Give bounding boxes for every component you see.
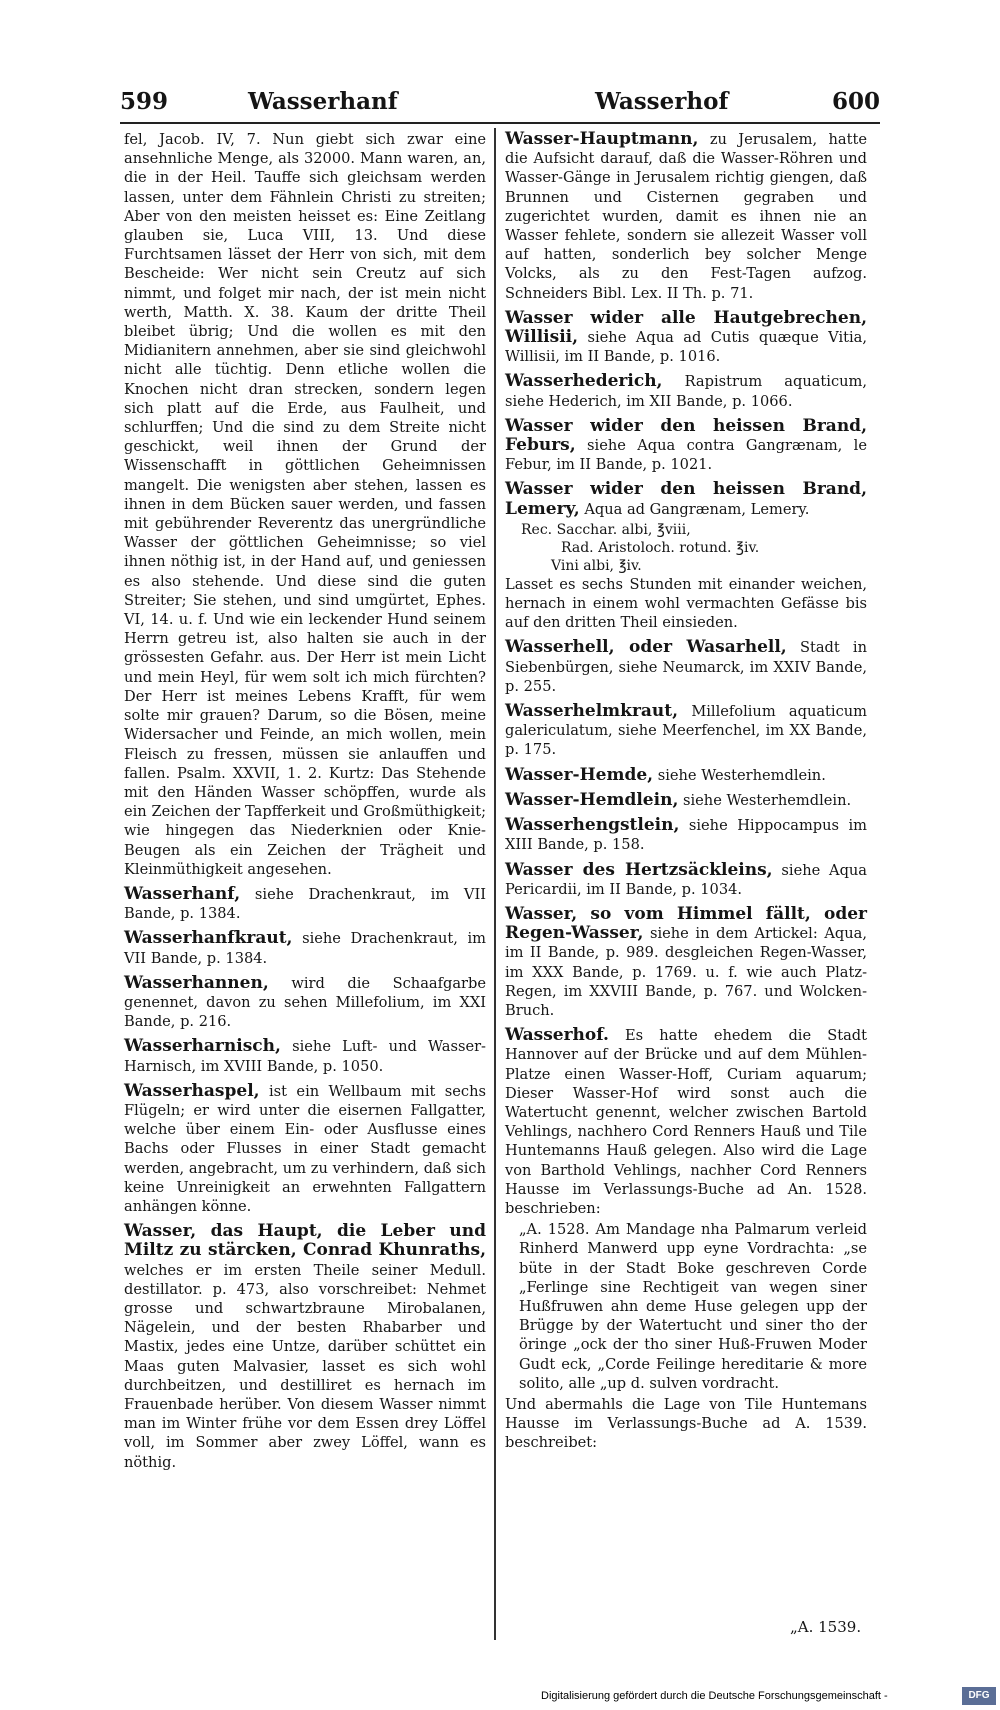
entry-headword: Wasserhederich, (505, 371, 663, 392)
entry-wasserhelmkraut (505, 702, 867, 760)
entry-headword: Wasserhof. (505, 1025, 609, 1046)
entry-headword: Wasser wider alle Hautgebrechen, Willisii, (505, 307, 867, 348)
digitization-footer (541, 1686, 996, 1708)
entry-text: Millefolium aquaticum galericulatum, siehe Meerfenchel, im XX Bande, p. 175. (505, 703, 867, 759)
entry-wasserhanfkraut (124, 929, 486, 967)
entry-text: siehe Aqua Pericardii, im II Bande, p. 1034. (505, 861, 868, 898)
entry-wasserhanf (124, 885, 486, 923)
entry-headword: Wasser des Hertzsäckleins, (505, 859, 773, 880)
entry-text: siehe Westerhemdlein. (683, 791, 852, 809)
continuation-paragraph: Und abermahls die Lage von Tile Huntemans Hausse im Verlassungs-Buche ad A. 1539. beschreibet: (505, 1395, 867, 1452)
entry-headword: Wasser-Hemde, (505, 764, 654, 785)
left-running-title: Wasserhanf (248, 88, 398, 115)
entry-text: Aqua ad Gangrænam, Lemery. (584, 500, 810, 518)
entry-hautgebrechen (505, 309, 867, 367)
entry-headword: Wasserhanf, (124, 883, 241, 904)
entry-wasser-hauptmann (505, 130, 867, 303)
entry-headword: Wasserhaspel, (124, 1080, 260, 1101)
entry-brand-feburs (505, 417, 867, 475)
entry-text: ist ein Wellbaum mit sechs Flügeln; er wird unter die eisernen Fallgatter, welche über einem Ein- oder Ausflusse eines Bachs oder Flusses in einer Stadt gemacht werden, angebracht, um zu verhindern, daß sich keine Unreinigkeit an erwehnten Fallgattern anhängen könne. (124, 1082, 486, 1215)
entry-wasserhederich (505, 372, 867, 410)
recipe-line: Rad. Aristoloch. rotund. ℥iv. (561, 539, 760, 556)
entry-headword: Wasser-Hauptmann, (505, 129, 699, 149)
entry-wasserhof (505, 1026, 867, 1218)
left-column (124, 130, 486, 1474)
entry-text: Rapistrum aquaticum, siehe Hederich, im XII Bande, p. 1066. (505, 373, 868, 410)
entry-wasserharnisch (124, 1037, 486, 1075)
entry-headword: Wasserhelmkraut, (505, 701, 679, 722)
entry-text: Stadt in Siebenbürgen, siehe Neumarck, im XXIV Bande, p. 255. (505, 639, 868, 695)
catchword: „A. 1539. (790, 1618, 862, 1636)
recipe-instructions: Lasset es sechs Stunden mit einander weichen, hernach in einem wohl vermachten Gefässe bis auf den dritten Theil einsieden. (505, 575, 867, 632)
entry-hertzsaecklein (505, 861, 867, 899)
entry-wasser-hemdlein (505, 791, 867, 810)
right-page-number: 600 (832, 88, 881, 115)
recipe-line: Vini albi, ℥iv. (551, 557, 642, 574)
recipe-line: Rec. Sacchar. albi, ℥viii, (521, 521, 691, 538)
entry-headword: Wasser, so vom Himmel fällt, oder Regen-Wasser, (505, 903, 867, 944)
entry-headword: Wasserhannen, (124, 972, 269, 993)
entry-text: zu Jerusalem, hatte die Aufsicht darauf, daß die Wasser-Röhren und Wasser-Gänge in Jerusalem richtig giengen, daß Brunnen und Cisternen gegraben und zugerichtet wurden, damit es ihnen nie an Wasser fehlete, sondern sie allezeit Wasser voll auf hatten, sonderlich bey solcher Menge Volcks, als zu den Fest-Tagen aufzog. Schneiders Bibl. Lex. II Th. p. 71. (505, 131, 868, 302)
entry-regen-wasser (505, 905, 867, 1020)
entry-headword: Wasser-Hemdlein, (505, 789, 679, 810)
right-running-title: Wasserhof (595, 88, 729, 115)
entry-wasserhannen (124, 974, 486, 1032)
continued-paragraph: fel, Jacob. IV, 7. Nun giebt sich zwar eine ansehnliche Menge, als 32000. Mann waren, an, die in der Heil. Tauffe sich gleichsam werden lassen, unter dem Fähnlein Christi zu streiten; Aber von den meisten heisset es: Eine Zeitlang glauben sie, Luca VIII, 13. Und diese Furchtsamen lässet der Herr von sich, mit dem Bescheide: Wer nicht sein Creutz auf sich nimmt, und folget mir nach, der ist mein nicht werth, Matth. X. 38. Kaum der dritte Theil bleibet übrig; Und die wollen es mit den Midianitern annehmen, aber sie sind gleichwohl nicht alle tüchtig. Denn etliche wollen die Knochen nicht dran strecken, sondern legen sich platt auf die Erde, aus Faulheit, und schlurffen; Und die sind zu dem Streite nicht geschickt, weil ihnen der Grund der Wissenschafft in göttlichen Geheimnissen mangelt. Die wenigsten aber stehen, lassen es ihnen in dem Bücken sauer werden, und fassen mit gebührender Reverentz das unergründliche Wasser der göttlichen Geheimnisse; so viel ihnen nöthig ist, in der Hand auf, und geniessen es also stehende. Und diese sind die guten Streiter; Sie stehen, und sind umgürtet, Ephes. VI, 14. u. f. Und wie ein leckender Hund seinem Herrn getreu ist, also halten sie auch in der grössesten Gefahr. aus. Der Herr ist mein Licht und mein Heyl, für wem solt ich mich fürchten? Der Herr ist meines Lebens Krafft, für wem solte mir grauen? Darum, so die Bösen, meine Widersacher und Feinde, an mich wollen, mein Fleisch zu fressen, müssen sie anlauffen und fallen. Psalm. XXVII, 1. 2. Kurtz: Das Stehende mit den Händen Wasser schöpffen, wurde als ein Zeichen der Tapfferkeit und Großmüthigkeit; wie hingegen das Niederknien oder Knie-Beugen als ein Zeichen der Trägheit und Kleinmüthigkeit angesehen. (124, 131, 486, 878)
page-header (120, 88, 880, 120)
entry-headword: Wasser, das Haupt, die Leber und Miltz zu stärcken, Conrad Khunraths, (124, 1221, 486, 1261)
quoted-record: „A. 1528. Am Mandage nha Palmarum verleid Rinherd Manwerd upp eyne Vordrachta: „se büte in der Stadt Boke geschreven Corde „Ferlinge sine Rechtigeit van wegen siner Hußfruwen ahn deme Huse gelegen upp der Brügge by der Watertucht und siner tho der öringe „ock der tho siner Huß-Fruwen Moder Gudt eck, „Corde Feilinge hereditarie & more solito, alle „up d. sulven vordracht. (519, 1221, 867, 1392)
entry-text: siehe Aqua ad Cutis quæque Vitia, Willisii, im II Bande, p. 1016. (505, 329, 867, 366)
entry-headword: Wasser wider den heissen Brand, Lemery, (505, 479, 867, 519)
entry-brand-lemery (505, 480, 867, 518)
entry-headword: Wasserhanfkraut, (124, 928, 293, 949)
entry-text: welches er im ersten Theile seiner Medull. destillator. p. 473, also vorschreibet: Nehmet grosse und schwartzbraune Mirobalanen, Nägelein, und der besten Rhabarber und Mastix, jedes eine Untze, darüber schüttet ein Maas guten Malvasier, lasset es sich wohl durchbeitzen, und destilliret es hernach im Frauenbade herüber. Von diesem Wasser nimmt man im Winter frühe vor dem Essen drey Löffel voll, im Sommer aber zwey Löffel, wann es nöthig. (124, 1261, 486, 1471)
entry-wasserhengstlein (505, 816, 867, 854)
entry-wasser-hemde (505, 766, 867, 785)
funding-credit: Digitalisierung gefördert durch die Deutsche Forschungsgemeinschaft - (541, 1690, 888, 1702)
entry-text: Es hatte ehedem die Stadt Hannover auf der Brücke und auf dem Mühlen-Platze einen Wasser-Hoff, Curiam aquarum; Dieser Wasser-Hof wird sonst auch die Watertucht genennt, welcher zwischen Bartold Vehlings, nachhero Cord Renners Hauß und Tile Huntemanns Hauß gelegen. Also wird die Lage von Barthold Vehlings, nachher Cord Renners Hausse im Verlassungs-Buche ad An. 1528. beschrieben: (505, 1027, 867, 1217)
entry-text: siehe in dem Artickel: Aqua, im II Bande, p. 989. desgleichen Regen-Wasser, im XXX Bande, p. 1769. u. f. wie auch Platz-Regen, im XXVIII Bande, p. 767. und Wolcken-Bruch. (505, 925, 867, 1019)
entry-headword: Wasserhell, oder Wasarhell, (505, 637, 787, 658)
right-column (505, 130, 867, 1455)
dfg-logo: DFG (962, 1687, 996, 1705)
entry-text: siehe Westerhemdlein. (657, 766, 826, 784)
entry-headword: Wasser wider den heissen Brand, Feburs, (505, 415, 867, 456)
entry-text: siehe Drachenkraut, im VII Bande, p. 1384. (124, 885, 486, 923)
header-rule (120, 122, 880, 124)
entry-text: wird die Schaafgarbe genennet, davon zu sehen Millefolium, im XXI Bande, p. 216. (124, 974, 486, 1031)
entry-headword: Wasserharnisch, (124, 1036, 281, 1057)
recipe-block (505, 521, 867, 575)
entry-text: siehe Drachenkraut, im VII Bande, p. 1384. (124, 930, 486, 967)
entry-text: siehe Aqua contra Gangrænam, le Febur, im II Bande, p. 1021. (505, 437, 867, 474)
column-divider (494, 128, 496, 1640)
entry-text: siehe Hippocampus im XIII Bande, p. 158. (505, 817, 867, 854)
entry-wasser-haupt-leber-miltz (124, 1222, 486, 1472)
entry-headword: Wasserhengstlein, (505, 815, 680, 836)
left-page-number: 599 (120, 88, 169, 115)
entry-text: siehe Luft- und Wasser-Harnisch, im XVIII Bande, p. 1050. (124, 1038, 486, 1075)
entry-wasserhell (505, 638, 867, 696)
entry-wasserhaspel (124, 1082, 486, 1216)
